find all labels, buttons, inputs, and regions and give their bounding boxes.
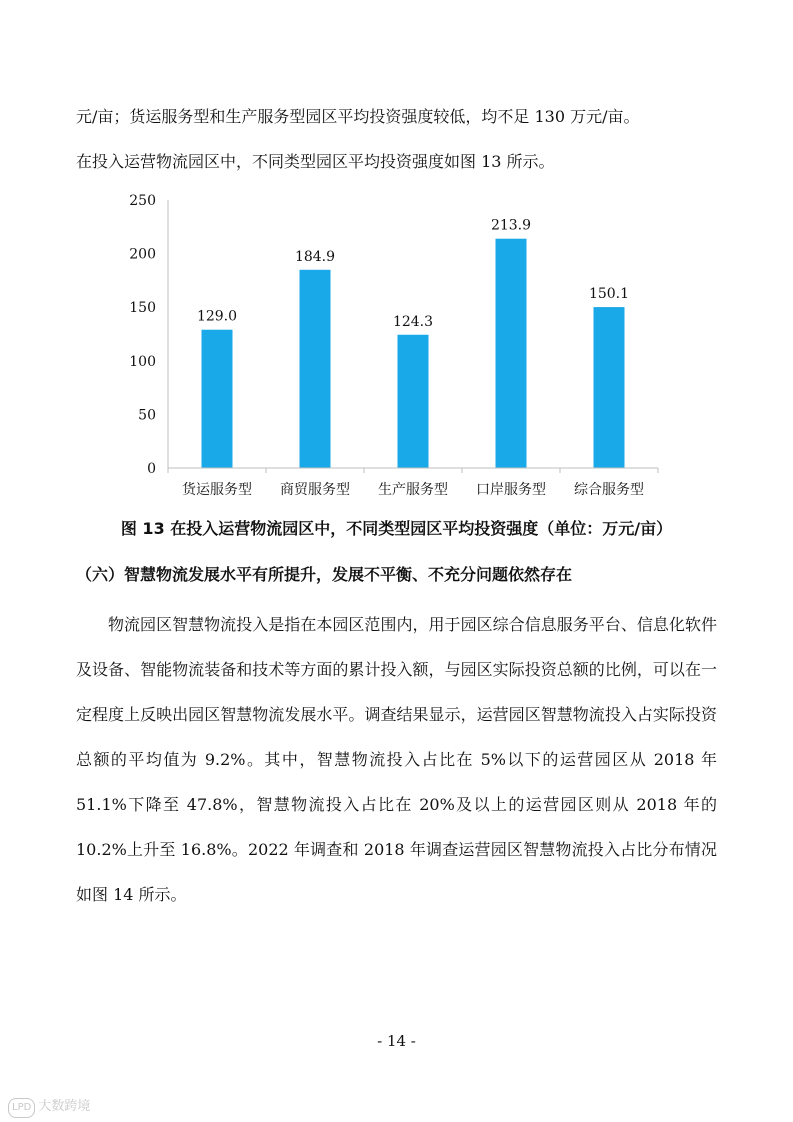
- bar: [202, 330, 233, 468]
- y-tick-label: 0: [147, 461, 156, 477]
- section-heading: （六）智慧物流发展水平有所提升，发展不平衡、不充分问题依然存在: [76, 565, 573, 584]
- watermark-logo-icon: LPD: [8, 1098, 35, 1118]
- y-tick-label: 50: [138, 407, 156, 424]
- x-category-label: 商贸服务型: [280, 482, 350, 498]
- y-tick-label: 200: [129, 246, 156, 263]
- bar: [398, 335, 429, 468]
- bar: [594, 307, 625, 468]
- y-tick-label: 250: [129, 193, 156, 209]
- investment-intensity-bar-chart: [96, 190, 676, 510]
- bar-value-label: 129.0: [196, 308, 238, 325]
- bar-value-label: 184.9: [294, 248, 336, 265]
- x-category-label: 生产服务型: [378, 482, 448, 498]
- y-tick-label: 100: [129, 353, 156, 370]
- bar: [496, 239, 527, 468]
- bar-value-label: 124.3: [392, 313, 434, 330]
- intro-line-2: 在投入运营物流园区中，不同类型园区平均投资强度如图 13 所示。: [76, 152, 555, 171]
- bar-series: [197, 218, 629, 468]
- watermark: [8, 1098, 90, 1118]
- y-axis: [129, 193, 168, 477]
- watermark-text: 大数跨境: [38, 1099, 91, 1114]
- bar: [300, 270, 331, 468]
- intro-line-1: 元/亩；货运服务型和生产服务型园区平均投资强度较低，均不足 130 万元/亩。: [76, 107, 640, 126]
- body-paragraph: 物流园区智慧物流投入是指在本园区范围内，用于园区综合信息服务平台、信息化软件及设备、智能物流装备和技术等方面的累计投入额，与园区实际投资总额的比例，可以在一定程度上反映出园区智慧物流发展水平。调查结果显示，运营园区智慧物流投入占实际投资总额的平均值为 9.2%。其中，智慧物流投入占比在 5%以下的运营园区从 2018 年 51.1%下降至 47.8%，智慧物流投入占比在 20%及以上的运营园区则从 2018 年的 10.2%上升至 16.8%。2022 年调查和 2018 年调查运营园区智慧物流投入占比分布情况如图 14 所示。: [76, 615, 717, 904]
- x-category-label: 货运服务型: [182, 482, 252, 498]
- figure-caption: 图 13 在投入运营物流园区中，不同类型园区平均投资强度（单位：万元/亩）: [120, 519, 673, 538]
- x-axis: [168, 468, 658, 498]
- page-number: - 14 -: [377, 1032, 416, 1050]
- x-category-label: 口岸服务型: [476, 482, 546, 498]
- bar-value-label: 213.9: [490, 217, 532, 234]
- bar-value-label: 150.1: [588, 286, 630, 303]
- x-category-label: 综合服务型: [574, 482, 644, 498]
- y-tick-label: 150: [129, 300, 156, 317]
